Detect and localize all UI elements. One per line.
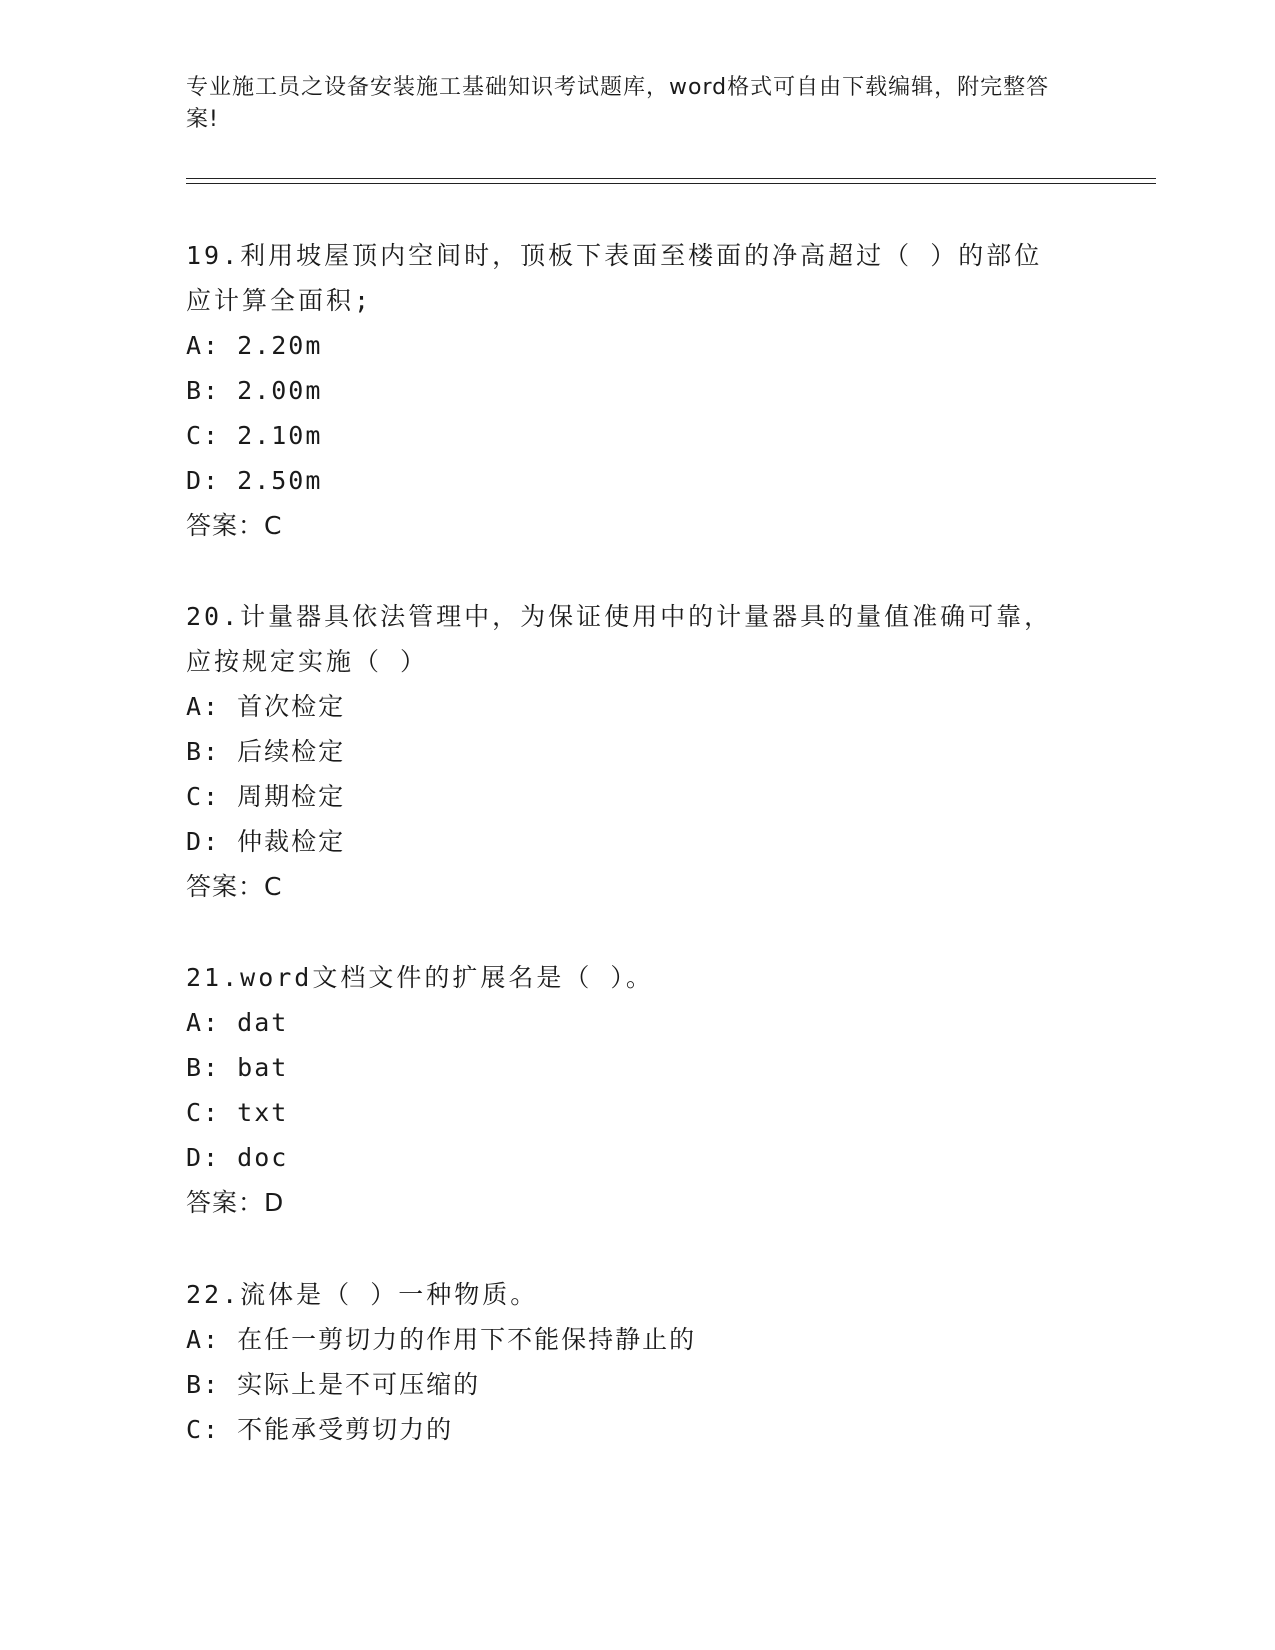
option-b: B: 后续检定 <box>186 737 346 766</box>
header-divider-bottom <box>186 183 1156 184</box>
option-b: B: bat <box>186 1053 289 1082</box>
option-d: D: doc <box>186 1143 289 1172</box>
option-a: A: 在任一剪切力的作用下不能保持静止的 <box>186 1325 697 1354</box>
option-c: C: 2.10m <box>186 421 323 450</box>
answer: 答案：C <box>186 511 283 540</box>
answer: 答案：C <box>186 872 283 901</box>
intro-text: 专业施工员之设备安装施工基础知识考试题库，word格式可自由下载编辑，附完整答案! <box>186 75 1050 132</box>
option-c: C: txt <box>186 1098 289 1127</box>
document-intro <box>186 72 1066 136</box>
question-22 <box>186 1272 1066 1452</box>
option-b: B: 实际上是不可压缩的 <box>186 1370 481 1399</box>
question-text: 19.利用坡屋顶内空间时，顶板下表面至楼面的净高超过（ ）的部位应计算全面积; <box>186 241 1043 315</box>
option-d: D: 仲裁检定 <box>186 827 346 856</box>
question-text: 20.计量器具依法管理中，为保证使用中的计量器具的量值准确可靠，应按规定实施（ ） <box>186 602 1053 676</box>
option-a: A: 2.20m <box>186 331 323 360</box>
option-c: C: 周期检定 <box>186 782 346 811</box>
question-20 <box>186 594 1066 909</box>
option-b: B: 2.00m <box>186 376 323 405</box>
header-divider-top <box>186 178 1156 179</box>
option-d: D: 2.50m <box>186 466 323 495</box>
answer: 答案：D <box>186 1188 285 1217</box>
option-c: C: 不能承受剪切力的 <box>186 1415 454 1444</box>
question-21 <box>186 955 1066 1225</box>
option-a: A: 首次检定 <box>186 692 346 721</box>
question-19 <box>186 233 1066 548</box>
option-a: A: dat <box>186 1008 289 1037</box>
question-text: 21.word文档文件的扩展名是（ ）。 <box>186 963 654 992</box>
question-text: 22.流体是（ ）一种物质。 <box>186 1280 539 1309</box>
